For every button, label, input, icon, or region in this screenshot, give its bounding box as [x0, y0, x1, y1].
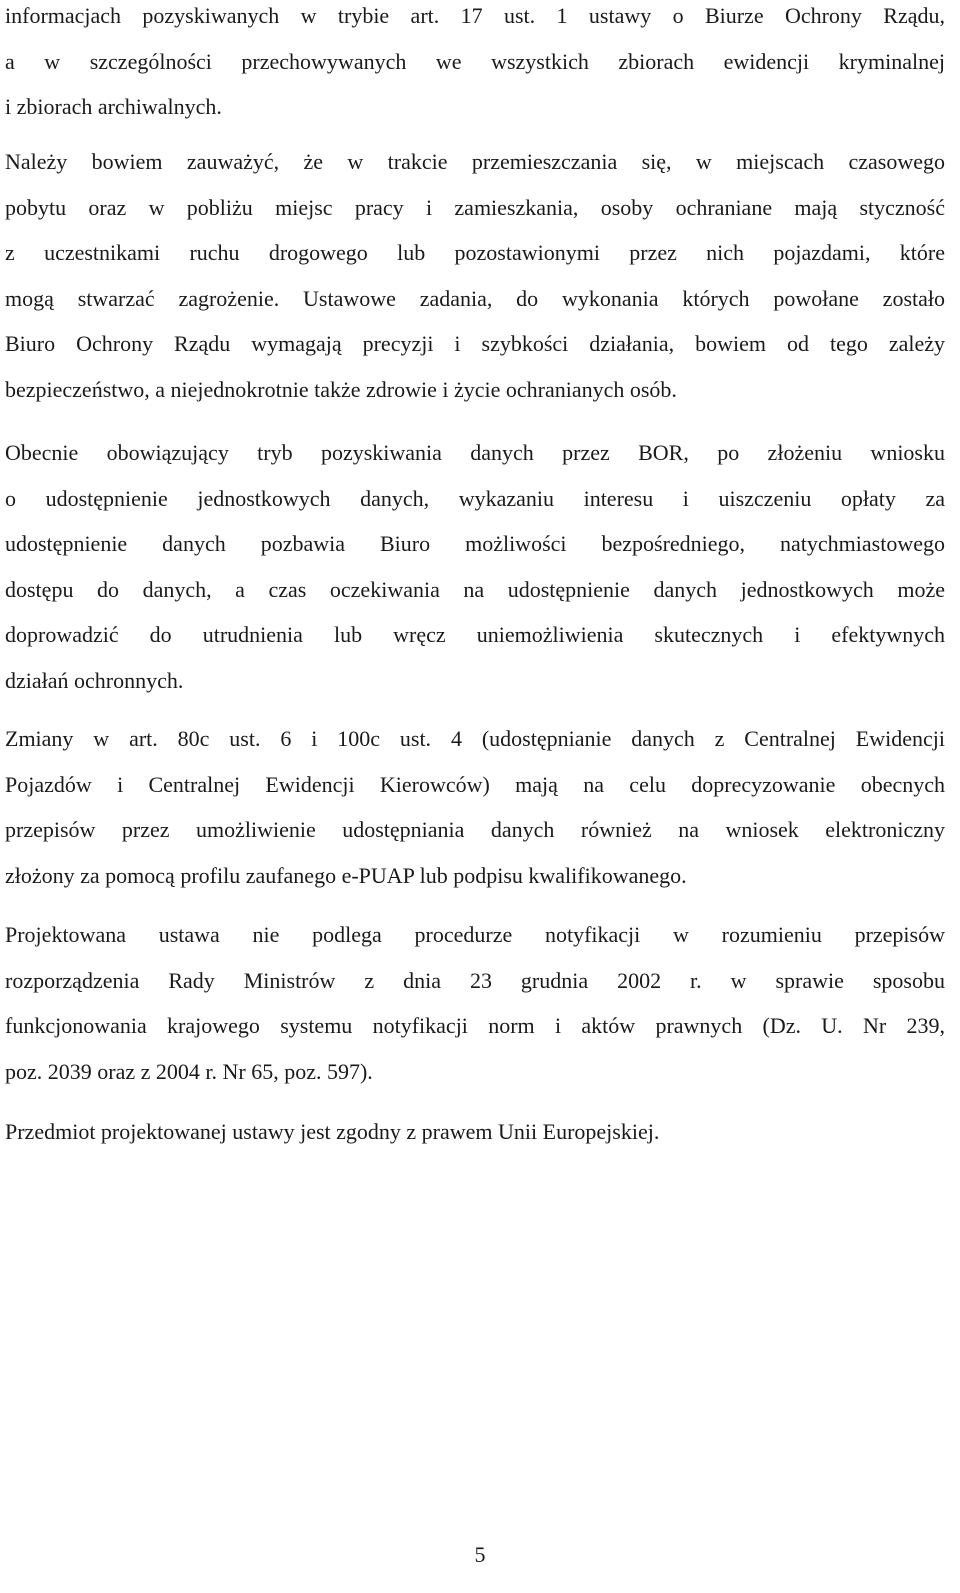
text-line: Pojazdów i Centralnej Ewidencji Kierowców) mają na celu doprecyzowanie obecnych — [5, 771, 945, 797]
page-number: 5 — [474, 1542, 486, 1567]
text-line: doprowadzić do utrudnienia lub wręcz uniemożliwienia skutecznych i efektywnych — [5, 622, 945, 647]
text-line: udostępnienie danych pozbawia Biuro możliwości bezpośredniego, natychmiastowego — [5, 531, 945, 556]
paragraph-3 — [5, 430, 945, 703]
text-line: Projektowana ustawa nie podlega procedurze notyfikacji w rozumieniu przepisów — [5, 922, 945, 947]
text-line: Biuro Ochrony Rządu wymagają precyzji i szybkości działania, bowiem od tego zależy — [5, 331, 945, 356]
text-line: funkcjonowania krajowego systemu notyfikacji norm i aktów prawnych (Dz. U. Nr 239, — [5, 1013, 945, 1038]
text-line: dostępu do danych, a czas oczekiwania na udostępnienie danych jednostkowych może — [5, 576, 945, 602]
paragraph-2 — [5, 139, 945, 412]
paragraph-5 — [5, 912, 945, 1094]
paragraph-6 — [5, 1109, 945, 1155]
paragraph-1 — [5, 0, 945, 130]
text-line: Należy bowiem zauważyć, że w trakcie przemieszczania się, w miejscach czasowego — [5, 149, 945, 174]
text-line: rozporządzenia Rady Ministrów z dnia 23 grudnia 2002 r. w sprawie sposobu — [5, 967, 945, 993]
text-line: Przedmiot projektowanej ustawy jest zgodny z prawem Unii Europejskiej. — [5, 1119, 660, 1144]
text-line: działań ochronnych. — [5, 667, 184, 693]
text-line: przepisów przez umożliwienie udostępniania danych również na wniosek elektroniczny — [5, 817, 945, 842]
text-line: z uczestnikami ruchu drogowego lub pozostawionymi przez nich pojazdami, które — [5, 240, 945, 265]
paragraph-4 — [5, 716, 945, 898]
text-line: a w szczególności przechowywanych we wszystkich zbiorach ewidencji kryminalnej — [5, 48, 945, 74]
text-line: informacjach pozyskiwanych w trybie art. 17 ust. 1 ustawy o Biurze Ochrony Rządu, — [5, 3, 945, 28]
text-line: i zbiorach archiwalnych. — [5, 94, 222, 119]
text-line: mogą stwarzać zagrożenie. Ustawowe zadania, do wykonania których powołane zostało — [5, 285, 945, 311]
text-line: Zmiany w art. 80c ust. 6 i 100c ust. 4 (udostępnianie danych z Centralnej Ewidencji — [5, 726, 945, 751]
text-line: złożony za pomocą profilu zaufanego e-PUAP lub podpisu kwalifikowanego. — [5, 862, 687, 888]
text-line: bezpieczeństwo, a niejednokrotnie także zdrowie i życie ochranianych osób. — [5, 376, 677, 402]
text-line: poz. 2039 oraz z 2004 r. Nr 65, poz. 597). — [5, 1058, 373, 1084]
text-line: Obecnie obowiązujący tryb pozyskiwania danych przez BOR, po złożeniu wniosku — [5, 440, 945, 465]
text-line: pobytu oraz w pobliżu miejsc pracy i zamieszkania, osoby ochraniane mają styczność — [5, 194, 945, 220]
text-line: o udostępnienie jednostkowych danych, wykazaniu interesu i uiszczeniu opłaty za — [5, 485, 945, 511]
